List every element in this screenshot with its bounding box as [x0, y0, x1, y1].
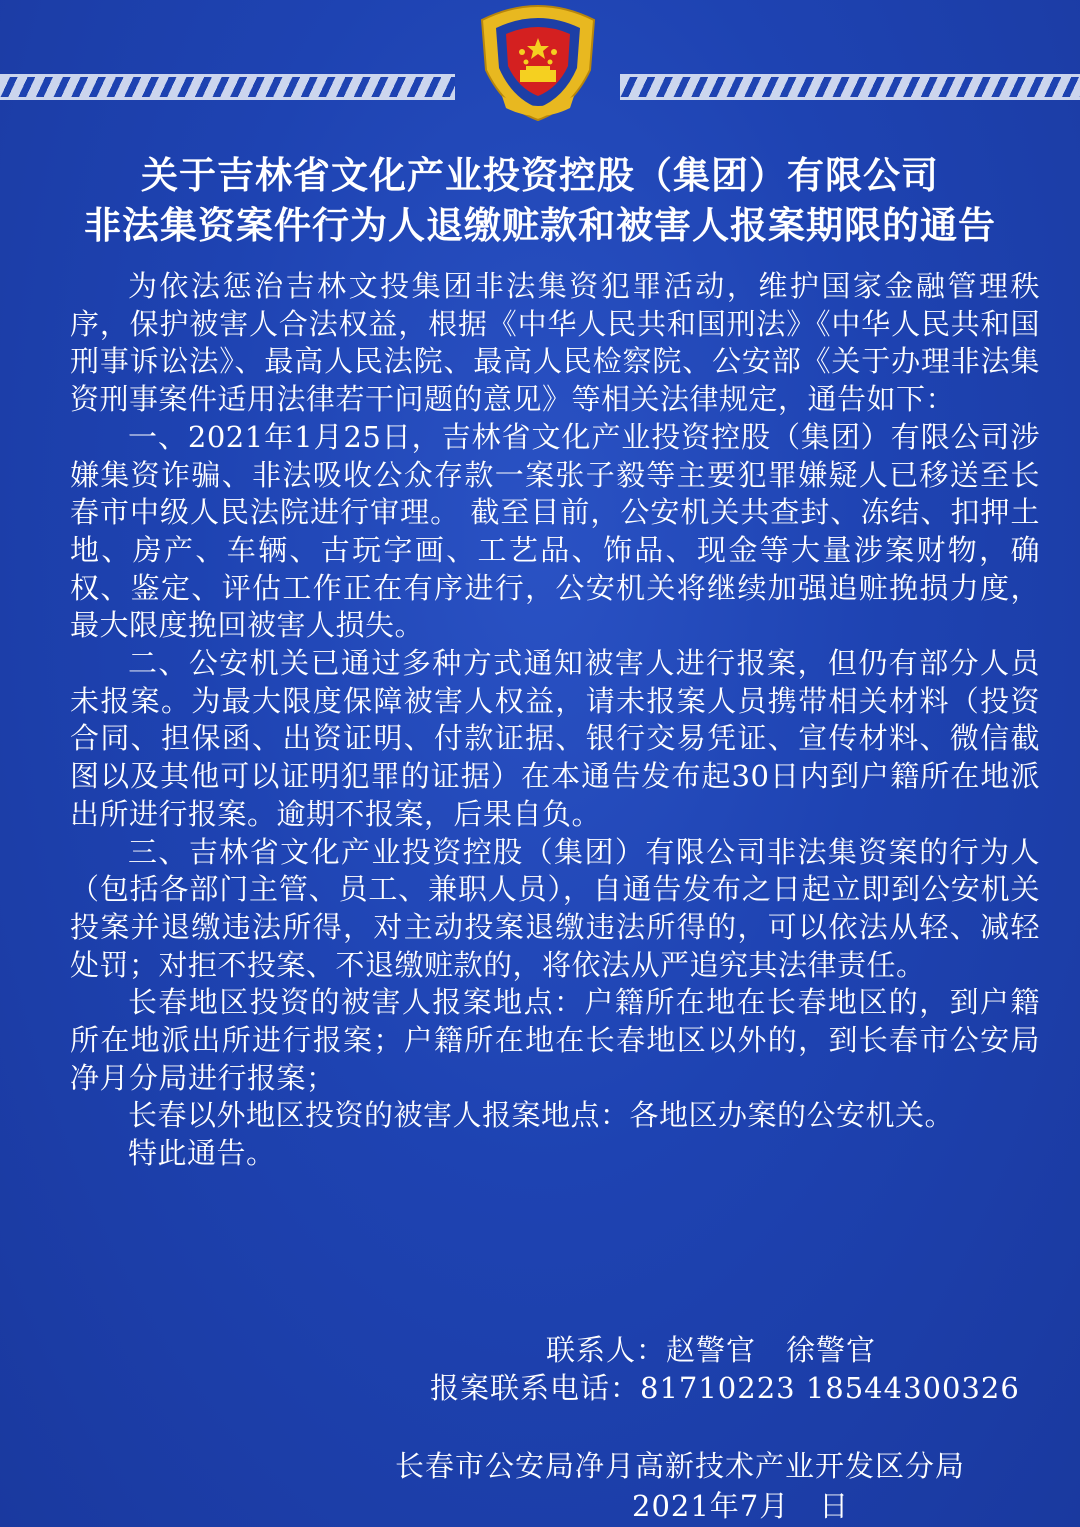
- police-emblem-icon: [462, 0, 614, 122]
- paragraph-changchun-report-location: 长春地区投资的被害人报案地点：户籍所在地在长春地区的，到户籍所在地派出所进行报案；户籍所在地在长春地区以外的，到长春市公安局净月分局进行报案；: [70, 985, 1040, 1095]
- title-line-2: 非法集资案件行为人退缴赃款和被害人报案期限的通告: [84, 204, 996, 247]
- header-banner: [0, 0, 1080, 125]
- contact-phone: 报案联系电话：81710223 18544300326: [430, 1371, 1020, 1405]
- notice-body: [70, 268, 1040, 1173]
- contact-people: 联系人：赵警官 徐警官: [546, 1333, 877, 1367]
- paragraph-intro: 为依法惩治吉林文投集团非法集资犯罪活动，维护国家金融管理秩序，保护被害人合法权益，根据《中华人民共和国刑法》《中华人民共和国刑事诉讼法》、最高人民法院、最高人民检察院、公安部《关于办理非法集资刑事案件适用法律若干问题的意见》等相关法律规定，通告如下：: [70, 269, 1040, 417]
- paragraph-outside-report-location: 长春以外地区投资的被害人报案地点：各地区办案的公安机关。: [128, 1098, 955, 1133]
- issuer-signature: 长春市公安局净月高新技术产业开发区分局: [395, 1449, 966, 1483]
- title-line-1: 关于吉林省文化产业投资控股（集团）有限公司: [141, 154, 939, 197]
- paragraph-2: 二、公安机关已通过多种方式通知被害人进行报案，但仍有部分人员未报案。为最大限度保障被害人权益，请未报案人员携带相关材料（投资合同、担保函、出资证明、付款证据、银行交易凭证、宣传材料、微信截图以及其他可以证明犯罪的证据）在本通告发布起30日内到户籍所在地派出所进行报案。逾期不报案，后果自负。: [70, 646, 1040, 831]
- right-wing-stripes: [620, 74, 1080, 100]
- left-wing-stripes: [0, 74, 455, 100]
- paragraph-1: 一、2021年1月25日，吉林省文化产业投资控股（集团）有限公司涉嫌集资诈骗、非法吸收公众存款一案张子毅等主要犯罪嫌疑人已移送至长春市中级人民法院进行审理。 截至目前，公安机关共查封、冻结、扣押土地、房产、车辆、古玩字画、工艺品、饰品、现金等大量涉案财物，确权、鉴定、评估工作正在有序进行，公安机关将继续加强追赃挽损力度，最大限度挽回被害人损失。: [70, 419, 1040, 643]
- issue-date: 2021年7月 日: [632, 1489, 850, 1523]
- paragraph-closing: 特此通告。: [128, 1136, 276, 1171]
- paragraph-3: 三、吉林省文化产业投资控股（集团）有限公司非法集资案的行为人（包括各部门主管、员工、兼职人员），自通告发布之日起立即到公安机关投案并退缴违法所得，对主动投案退缴违法所得的，可以依法从轻、减轻处罚；对拒不投案、不退缴赃款的，将依法从严追究其法律责任。: [70, 834, 1040, 982]
